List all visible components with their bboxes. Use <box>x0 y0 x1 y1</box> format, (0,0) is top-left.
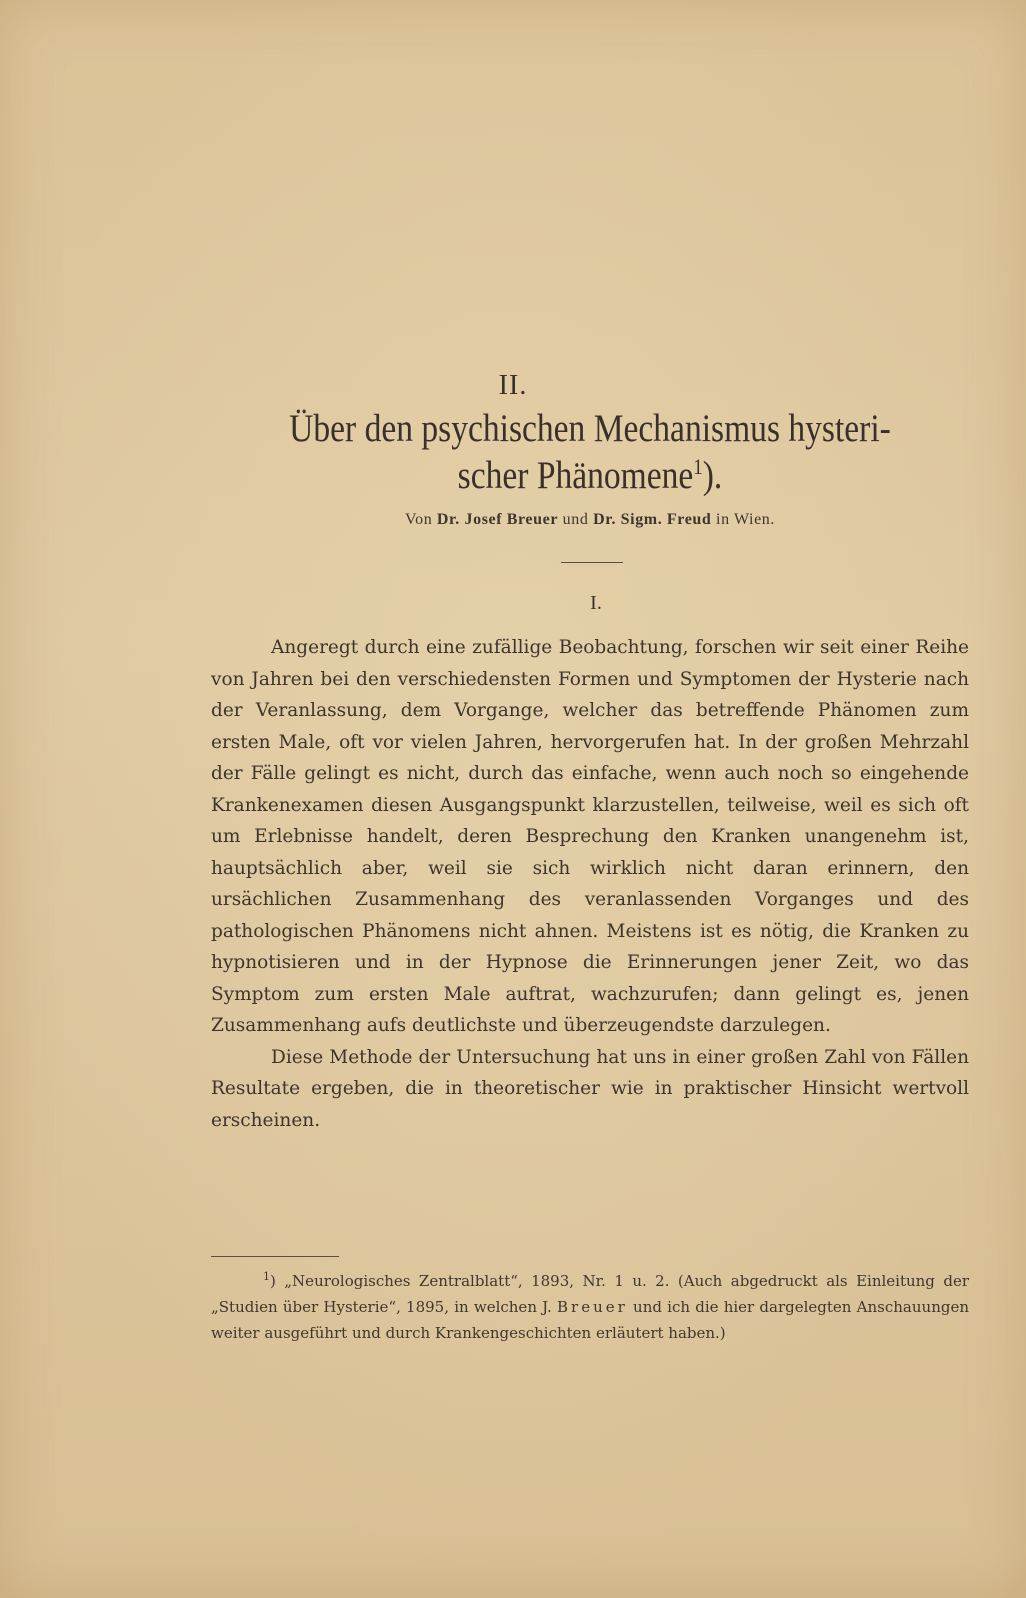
title-footnote-ref: 1 <box>693 454 703 479</box>
title-divider <box>561 562 623 563</box>
paragraph-2: Diese Methode der Untersuchung hat uns in einer großen Zahl von Fällen Resultate ergeben, die in theoretischer wie in praktischer Hinsicht wertvoll erscheinen. <box>211 1046 969 1131</box>
footnote <box>211 1268 969 1346</box>
author-line <box>210 511 970 529</box>
authors-location: in Wien. <box>716 511 775 528</box>
article-title <box>263 405 917 499</box>
title-line-1: Über den psychischen Mechanismus hysteri- <box>289 407 891 450</box>
authors-und: und <box>562 511 589 528</box>
part-number: I. <box>590 592 602 614</box>
footnote-divider <box>211 1256 339 1257</box>
author-breuer: Dr. Josef Breuer <box>436 511 559 528</box>
title-line-2 <box>263 452 917 499</box>
section-number: II. <box>498 370 528 401</box>
authors-von: Von <box>405 511 433 528</box>
body-text <box>211 632 969 1136</box>
footnote-spaced-name: Breuer <box>557 1298 628 1316</box>
paragraph-1: Angeregt durch eine zufällige Beobachtung, forschen wir seit einer Reihe von Jahren bei den verschiedensten Formen und Symptomen der Hysterie nach der Veranlassung, dem Vorgange, welcher das betreffende Phänomen zum ersten Male, oft vor vielen Jahren, hervorgerufen hat. In der großen Mehrzahl der Fälle gelingt es nicht, durch das einfache, wenn auch noch so eingehende Krankenexamen diesen Ausgangspunkt klarzustellen, teilweise, weil es sich oft um Erlebnisse handelt, deren Besprechung den Kranken unangenehm ist, hauptsächlich aber, weil sie sich wirklich nicht daran erinnern, den ursächlichen Zusammenhang des veranlassenden Vorganges und des pathologischen Phänomens nicht ahnen. Meistens ist es nötig, die Kranken zu hypnotisieren und in der Hypnose die Erinnerungen jener Zeit, wo das Symptom zum ersten Male auftrat, wachzurufen; dann gelingt es, jenen Zusammenhang aufs deutlichste und überzeugendste darzulegen. <box>211 637 969 1036</box>
footnote-paragraph <box>211 1268 969 1346</box>
footnote-marker: 1 <box>263 1270 270 1283</box>
footnote-text-part-1: ) „Neurologisches Zentralblatt“, 1893, Nr. 1 u. 2. (Auch abgedruckt als Einleitung der „Studien über Hysterie“, 1895, in welchen J. <box>211 1272 969 1316</box>
title-line-2-text: scher Phänomene <box>457 454 694 497</box>
footnote-text-part-2: und ich die hier dargelegten Anschauungen weiter ausgeführt und durch Krankengeschichten erläutert haben.) <box>211 1298 969 1342</box>
author-freud: Dr. Sigm. Freud <box>593 511 712 528</box>
title-line-2-end: ). <box>702 454 723 497</box>
